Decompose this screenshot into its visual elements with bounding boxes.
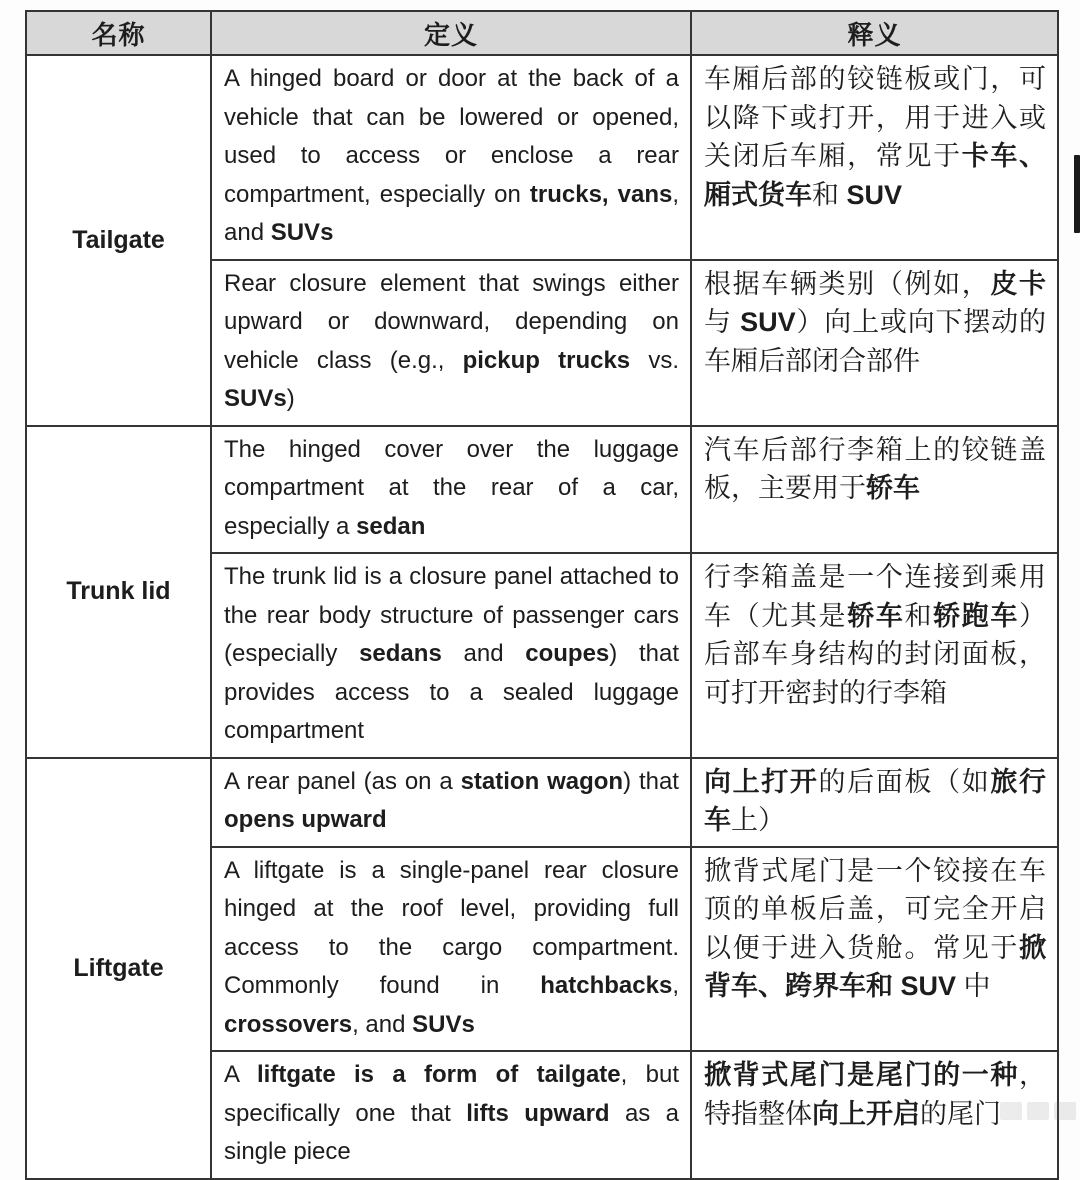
keyword-bold: 掀背车、跨界车和 SUV: [704, 932, 1046, 1001]
definition-cell: [211, 758, 691, 847]
definition-cell: [211, 260, 691, 426]
text-segment: , and: [224, 180, 679, 246]
definition-cell: [211, 55, 691, 260]
text-segment: ）后部车身结构的封闭面板，可打开密封的行李箱: [704, 600, 1047, 708]
header-row: [26, 11, 1058, 55]
keyword-bold: liftgate is a form of tailgate: [257, 1061, 621, 1088]
keyword-bold: sedan: [356, 512, 426, 540]
text-segment: 根据车辆类别（例如，: [704, 268, 991, 299]
text-segment: ）向上或向下摆动的车厢后部闭合部件: [704, 307, 1046, 376]
keyword-bold: trucks, vans: [529, 180, 673, 208]
meaning-cell: [691, 260, 1058, 426]
text-segment: ) that provides access to a sealed luggage compartment: [224, 640, 679, 744]
text-segment: 上）: [731, 805, 785, 835]
keyword-bold: coupes: [525, 640, 610, 667]
keyword-bold: SUVs: [224, 385, 287, 412]
text-segment: 的后面板（如: [818, 766, 991, 797]
keyword-bold: station wagon: [460, 767, 624, 795]
text-segment: ): [286, 385, 295, 412]
table-row: [26, 426, 1058, 554]
text-segment: A rear panel (as on a: [224, 767, 461, 795]
term-cell-liftgate: Liftgate: [26, 758, 211, 1179]
meaning-cell: [691, 426, 1058, 554]
meaning-cell: [691, 847, 1058, 1052]
text-segment: ，特指整体: [704, 1060, 1046, 1129]
definition-cell: [211, 847, 691, 1052]
keyword-bold: 向上打开: [704, 766, 819, 797]
text-segment: and: [441, 640, 526, 667]
keyword-bold: 轿跑车: [933, 600, 1020, 631]
header-meaning: 释义: [691, 11, 1058, 55]
meaning-cell: [691, 758, 1058, 847]
keyword-bold: 轿车: [866, 473, 920, 503]
definitions-table: [25, 10, 1059, 1180]
keyword-bold: lifts upward: [466, 1099, 610, 1127]
text-segment: A: [224, 1061, 258, 1088]
keyword-bold: 向上开启: [812, 1098, 920, 1129]
text-segment: The hinged cover over the luggage compartment at the rear of a car, especially a: [224, 435, 679, 540]
table-row: [26, 55, 1058, 260]
keyword-bold: 旅行车: [704, 766, 1047, 835]
cropped-edge-artifact: [1074, 155, 1080, 233]
keyword-bold: hatchbacks: [540, 972, 673, 999]
meaning-cell: [691, 55, 1058, 260]
keyword-bold: 皮卡: [990, 268, 1047, 299]
keyword-bold: pickup trucks: [462, 346, 631, 374]
keyword-bold: SUV: [846, 179, 903, 210]
definition-cell: [211, 553, 691, 758]
text-segment: 与: [704, 307, 741, 337]
definition-cell: [211, 426, 691, 554]
term-cell-trunk-lid: Trunk lid: [26, 426, 211, 758]
header-definition: 定义: [211, 11, 691, 55]
text-segment: 和: [904, 600, 934, 631]
faint-watermark: [1000, 1102, 1076, 1120]
text-segment: 掀背式尾门是一个铰接在车顶的单板后盖，可完全开启以便于进入货舱。常见于: [704, 855, 1046, 963]
text-segment: 行李箱盖是一个连接到乘用车（尤其是: [704, 562, 1046, 631]
text-segment: 汽车后部行李箱上的铰链盖板，主要用于: [704, 434, 1046, 503]
definition-cell: [211, 1051, 691, 1179]
text-segment: ) that: [623, 767, 679, 795]
term-cell-tailgate: Tailgate: [26, 55, 211, 426]
header-name: 名称: [26, 11, 211, 55]
keyword-bold: 掀背式尾门是尾门的一种: [704, 1060, 1019, 1090]
text-segment: ,: [672, 972, 679, 999]
keyword-bold: 卡车、厢式货车: [704, 141, 1047, 210]
text-segment: The trunk lid is a closure panel attached to the rear body structure of passenger cars (especially: [224, 563, 679, 667]
text-segment: , and: [352, 1010, 413, 1038]
text-segment: Rear closure element that swings either upward or downward, depending on vehicle class (e.g.,: [224, 269, 679, 374]
keyword-bold: SUVs: [270, 219, 334, 246]
text-segment: A hinged board or door at the back of a vehicle that can be lowered or opened, used to access or enclose a rear compartment, especially on: [224, 65, 679, 208]
keyword-bold: sedans: [359, 640, 442, 667]
text-segment: 车厢后部的铰链板或门，可以降下或打开，用于进入或关闭后车厢，常见于: [704, 64, 1046, 171]
text-segment: as a single piece: [224, 1099, 679, 1165]
keyword-bold: SUVs: [412, 1010, 475, 1038]
keyword-bold: SUV: [740, 307, 796, 337]
keyword-bold: 轿车: [847, 600, 905, 631]
text-segment: 中: [956, 971, 991, 1001]
meaning-cell: [691, 553, 1058, 758]
text-segment: A liftgate is a single-panel rear closure hinged at the roof level, providing full access to the cargo compartment. Commonly found in: [224, 856, 679, 999]
text-segment: 的尾门: [920, 1098, 1001, 1129]
text-segment: , but specifically one that: [224, 1061, 680, 1127]
text-segment: 和: [812, 179, 847, 210]
table-row: [26, 758, 1058, 847]
text-segment: vs.: [630, 346, 679, 374]
keyword-bold: opens upward: [224, 806, 387, 833]
keyword-bold: crossovers: [224, 1010, 353, 1038]
